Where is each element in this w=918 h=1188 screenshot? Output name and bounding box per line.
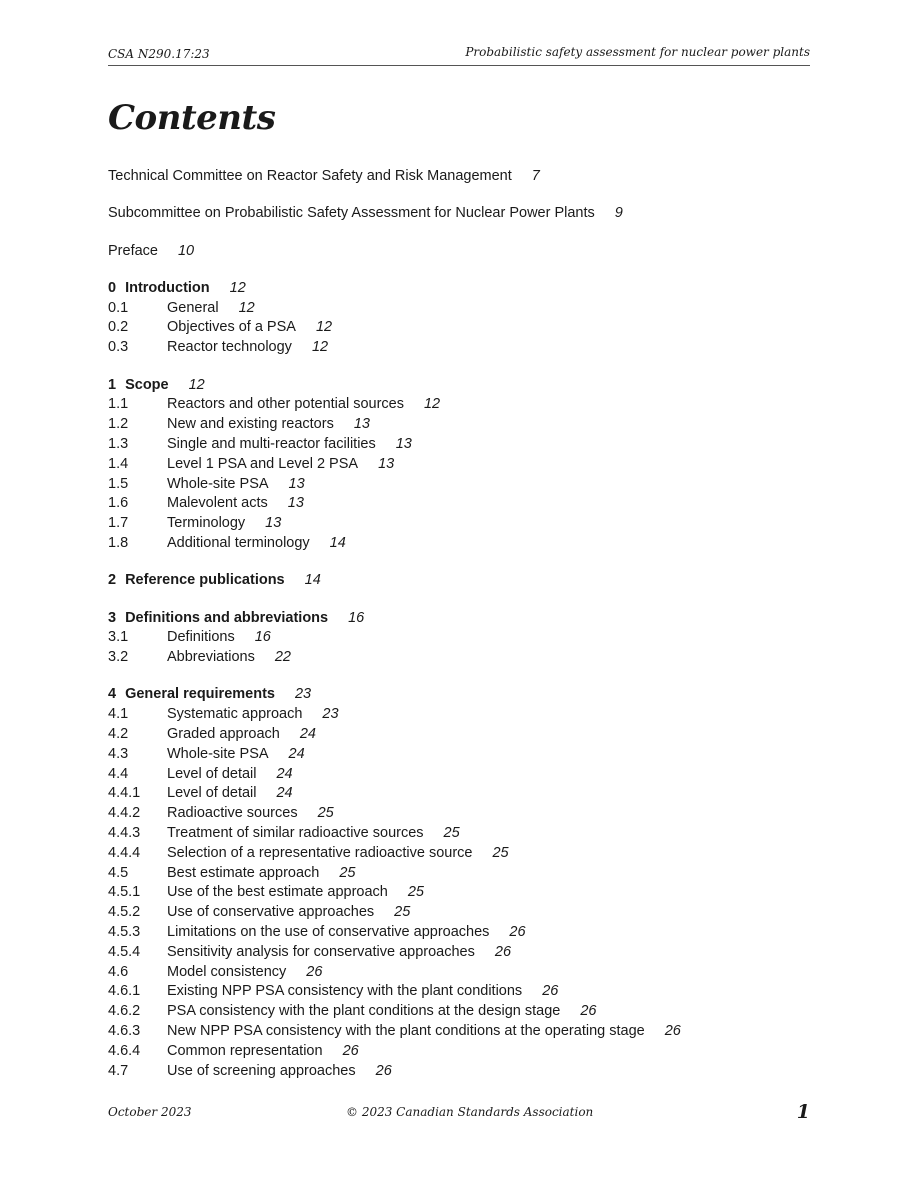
toc-section-entry[interactable] — [108, 571, 828, 591]
toc-entry-number: 4.5.2 — [108, 904, 141, 921]
toc-entry-page: 12 — [423, 396, 441, 413]
toc-subsection-entry[interactable] — [108, 844, 828, 864]
toc-entry-number: 1.7 — [108, 515, 129, 532]
toc-entry-title: Best estimate approach — [167, 864, 320, 881]
toc-subsection-entry[interactable] — [108, 725, 828, 745]
toc-entry-title: Whole-site PSA — [167, 745, 269, 762]
toc-subsection-entry[interactable] — [108, 318, 828, 338]
toc-subsection-entry[interactable] — [108, 494, 828, 514]
toc-entry-title: New NPP PSA consistency with the plant conditions at the operating stage — [167, 1022, 645, 1039]
toc-entry-page: 26 — [306, 963, 323, 980]
toc-entry-number: 4.6.3 — [108, 1022, 141, 1039]
toc-subsection-entry[interactable] — [108, 1002, 828, 1022]
toc-entry-page: 16 — [348, 609, 365, 626]
toc-entry-page: 13 — [395, 435, 412, 452]
toc-subsection-entry[interactable] — [108, 435, 828, 455]
toc-entry-number: 1.3 — [108, 435, 129, 452]
toc-subsection-entry[interactable] — [108, 395, 828, 415]
toc-entry-title: Use of the best estimate approach — [167, 884, 388, 901]
toc-entry-number: 4.4.3 — [108, 825, 141, 842]
toc-entry-page: 12 — [311, 339, 329, 356]
toc-entry-page: 26 — [494, 943, 512, 960]
toc-entry-number: 1.4 — [108, 455, 129, 472]
toc-subsection-entry[interactable] — [108, 883, 828, 903]
toc-entry-page: 13 — [287, 495, 304, 512]
toc-subsection-entry[interactable] — [108, 338, 828, 358]
toc-entry-page: 25 — [407, 884, 424, 901]
toc-entry-number: 0.1 — [108, 299, 129, 316]
toc-entry-number: 1.6 — [108, 495, 129, 512]
toc-entry-number: 2 — [108, 572, 117, 589]
toc-subsection-entry[interactable] — [108, 514, 828, 534]
toc-subsection-entry[interactable] — [108, 455, 828, 475]
standard-number: CSA N290.17:23 — [108, 47, 210, 61]
toc-entry-page: 12 — [229, 279, 246, 296]
toc-entry-number: 1.8 — [108, 534, 129, 551]
toc-subsection-entry[interactable] — [108, 1042, 828, 1062]
toc-entry-title: Graded approach — [167, 726, 280, 743]
toc-entry-page: 25 — [394, 904, 411, 921]
toc-entry-title: Treatment of similar radioactive sources — [167, 825, 424, 842]
toc-entry-page: 12 — [238, 299, 255, 316]
toc-entry-page: 12 — [188, 376, 205, 393]
toc-entry-number: 4.5.3 — [108, 924, 141, 940]
toc-subsection-entry[interactable] — [108, 824, 828, 844]
document-title: Probabilistic safety assessment for nuclear power plants — [465, 45, 810, 59]
toc-entry-page: 22 — [274, 649, 291, 666]
toc-entry-number: 3 — [108, 609, 117, 626]
toc-entry-number: 4.5 — [108, 864, 129, 881]
toc-entry-title: Terminology — [167, 515, 246, 532]
toc-entry-title: Introduction — [125, 279, 210, 296]
toc-subsection-entry[interactable] — [108, 415, 828, 435]
toc-entry-title: Common representation — [167, 1042, 323, 1059]
toc-entry[interactable] — [108, 167, 828, 187]
toc-entry-title: Objectives of a PSA — [167, 319, 296, 336]
toc-entry[interactable] — [108, 204, 828, 224]
toc-entry-page: 24 — [288, 745, 305, 762]
toc-entry-title: Reference publications — [125, 572, 285, 589]
toc-entry-number: 4.3 — [108, 745, 129, 762]
page-number: 1 — [796, 1101, 810, 1123]
toc-section-entry[interactable] — [108, 279, 828, 299]
toc-entry-number: 0.3 — [108, 339, 129, 356]
toc-entry-title: Use of conservative approaches — [167, 904, 375, 921]
toc-subsection-entry[interactable] — [108, 705, 828, 725]
toc-entry-number: 4.6.1 — [108, 983, 141, 1000]
toc-entry-page: 25 — [317, 805, 334, 822]
toc-subsection-entry[interactable] — [108, 299, 828, 319]
toc-entry-title: Single and multi-reactor facilities — [167, 435, 376, 452]
toc-entry-number: 3.1 — [108, 629, 129, 646]
toc-entry-title: Subcommittee on Probabilistic Safety Assessment for Nuclear Power Plants — [108, 205, 595, 222]
toc-entry-page: 25 — [339, 864, 356, 881]
toc-entry-page: 13 — [265, 515, 282, 532]
toc-entry-page: 9 — [614, 205, 623, 222]
toc-subsection-entry[interactable] — [108, 804, 828, 824]
toc-entry-number: 0 — [108, 279, 117, 296]
toc-entry-page: 26 — [542, 983, 559, 1000]
toc-entry-title: Definitions and abbreviations — [125, 609, 329, 626]
table-of-contents — [108, 167, 828, 1081]
toc-entry-number: 4.6.4 — [108, 1042, 141, 1059]
toc-entry-number: 4 — [108, 686, 117, 703]
toc-entry-page: 26 — [342, 1042, 359, 1059]
toc-entry-title: Existing NPP PSA consistency with the plant conditions — [167, 983, 523, 1000]
toc-entry-page: 16 — [254, 629, 271, 646]
toc-entry-title: Malevolent acts — [167, 495, 268, 512]
toc-entry-number: 4.5.1 — [108, 884, 141, 901]
toc-section-entry[interactable] — [108, 376, 828, 396]
publication-date: October 2023 — [108, 1105, 192, 1119]
toc-entry-number: 4.4.2 — [108, 805, 141, 822]
toc-entry-number: 4.4 — [108, 765, 129, 782]
toc-entry-page: 14 — [304, 572, 321, 589]
toc-entry-page: 13 — [353, 416, 370, 433]
toc-entry-number: 3.2 — [108, 649, 129, 666]
toc-entry-title: Preface — [108, 242, 158, 259]
toc-entry-title: Technical Committee on Reactor Safety and Risk Management — [108, 168, 512, 184]
toc-entry-number: 0.2 — [108, 319, 129, 336]
toc-entry-page: 23 — [322, 706, 339, 723]
toc-entry-number: 4.5.4 — [108, 943, 141, 960]
toc-entry-number: 4.2 — [108, 726, 129, 743]
toc-entry-title: PSA consistency with the plant conditions at the design stage — [167, 1003, 561, 1020]
toc-entry-title: Abbreviations — [167, 649, 255, 666]
toc-entry-title: Definitions — [167, 629, 235, 646]
toc-entry-title: Systematic approach — [167, 706, 303, 723]
toc-subsection-entry[interactable] — [108, 1022, 828, 1042]
toc-entry-title: Reactors and other potential sources — [167, 396, 404, 413]
toc-entry-title: General requirements — [125, 686, 275, 703]
toc-entry-page: 24 — [299, 726, 316, 743]
toc-entry-number: 1 — [108, 376, 117, 393]
toc-subsection-entry[interactable] — [108, 903, 828, 923]
toc-entry-page: 13 — [378, 455, 395, 472]
toc-entry[interactable] — [108, 242, 828, 262]
toc-entry-page: 24 — [276, 785, 293, 802]
toc-entry-title: Additional terminology — [167, 534, 310, 551]
toc-entry-page: 26 — [580, 1003, 597, 1020]
toc-entry-title: General — [167, 299, 219, 316]
toc-entry-page: 7 — [531, 168, 540, 184]
toc-entry-number: 1.1 — [108, 396, 129, 413]
running-header — [108, 44, 810, 66]
toc-entry-page: 25 — [492, 844, 509, 861]
toc-entry-page: 10 — [177, 242, 195, 259]
page-title: Contents — [108, 98, 276, 138]
toc-entry-page: 14 — [329, 534, 346, 551]
toc-entry-title: Level of detail — [167, 765, 257, 782]
toc-entry-title: Scope — [125, 376, 169, 393]
toc-entry-title: Selection of a representative radioactive source — [167, 844, 473, 861]
toc-entry-number: 1.2 — [108, 416, 129, 433]
toc-section-entry[interactable] — [108, 685, 828, 705]
toc-entry-number: 4.4.1 — [108, 785, 141, 802]
running-footer — [108, 1101, 810, 1125]
toc-subsection-entry[interactable] — [108, 943, 828, 963]
toc-section-entry[interactable] — [108, 609, 828, 629]
toc-entry-title: Use of screening approaches — [167, 1062, 356, 1079]
toc-subsection-entry[interactable] — [108, 784, 828, 804]
toc-subsection-entry[interactable] — [108, 963, 828, 983]
toc-entry-number: 4.7 — [108, 1062, 129, 1079]
toc-entry-number: 4.6.2 — [108, 1003, 141, 1020]
toc-subsection-entry[interactable] — [108, 628, 828, 648]
copyright-notice: © 2023 Canadian Standards Association — [346, 1105, 594, 1119]
toc-entry-number: 4.6 — [108, 963, 129, 980]
toc-entry-page: 26 — [375, 1062, 392, 1079]
toc-entry-title: New and existing reactors — [167, 416, 334, 433]
toc-subsection-entry[interactable] — [108, 1062, 828, 1082]
toc-entry-title: Model consistency — [167, 963, 287, 980]
toc-subsection-entry[interactable] — [108, 475, 828, 495]
toc-entry-page: 25 — [443, 825, 460, 842]
toc-entry-page: 26 — [664, 1022, 681, 1039]
toc-entry-page: 24 — [276, 765, 293, 782]
toc-subsection-entry[interactable] — [108, 864, 828, 884]
toc-entry-title: Radioactive sources — [167, 805, 298, 822]
toc-subsection-entry[interactable] — [108, 534, 828, 554]
toc-subsection-entry[interactable] — [108, 982, 828, 1002]
toc-entry-page: 23 — [294, 686, 312, 703]
toc-entry-title: Reactor technology — [167, 339, 292, 356]
toc-entry-number: 4.1 — [108, 706, 129, 723]
toc-entry-title: Limitations on the use of conservative approaches — [167, 924, 490, 940]
toc-entry-page: 12 — [315, 319, 333, 336]
toc-entry-number: 1.5 — [108, 475, 129, 492]
toc-entry-title: Level of detail — [167, 785, 257, 802]
toc-subsection-entry[interactable] — [108, 923, 828, 943]
toc-entry-title: Sensitivity analysis for conservative approaches — [167, 943, 475, 960]
toc-entry-number: 4.4.4 — [108, 844, 141, 861]
toc-subsection-entry[interactable] — [108, 648, 828, 668]
toc-entry-title: Whole-site PSA — [167, 475, 269, 492]
toc-entry-page: 26 — [509, 924, 526, 940]
toc-entry-title: Level 1 PSA and Level 2 PSA — [167, 455, 359, 472]
toc-entry-page: 13 — [288, 475, 305, 492]
toc-subsection-entry[interactable] — [108, 765, 828, 785]
toc-subsection-entry[interactable] — [108, 745, 828, 765]
